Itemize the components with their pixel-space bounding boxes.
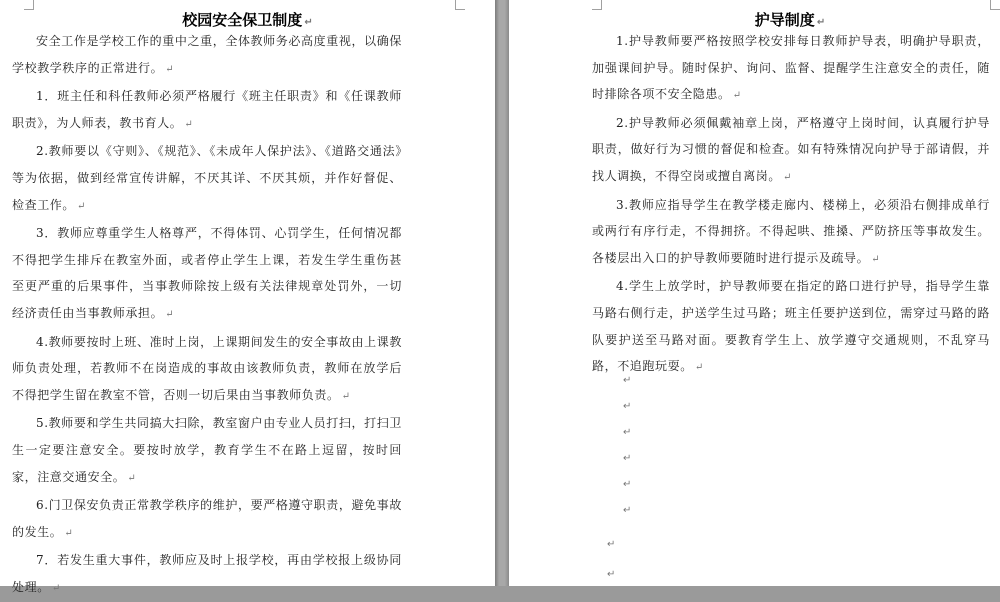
paragraph[interactable]: 4.学生上放学时，护导教师要在指定的路口进行护导，指导学生靠马路右侧行走，护送学生过马路；班主任要护送到位，需穿过马路的路队要护送至马路对面。要教育学生上、放学遵守交通规则，不乱穿马路，不追跑玩耍。 ↵ bbox=[592, 279, 990, 374]
paragraph[interactable]: 1．班主任和科任教师必须严格履行《班主任职责》和《任课教师职责》，为人师表，教书育人。 ↵ bbox=[12, 89, 402, 130]
paragraph[interactable]: 6.门卫保安负责正常教学秩序的维护，要严格遵守职责，避免事故的发生。 ↵ bbox=[12, 498, 402, 539]
document-page-left bbox=[0, 0, 495, 594]
document-page-right bbox=[509, 0, 1000, 586]
page-title[interactable]: 校园安全保卫制度 ↵ bbox=[182, 11, 313, 29]
page-title[interactable]: 护导制度 ↵ bbox=[754, 11, 826, 29]
paragraph[interactable]: 3．教师应尊重学生人格尊严，不得体罚、心罚学生，任何情况都不得把学生排斥在教室外面，或者停止学生上课，若发生学生重伤甚至更严重的后果事件，当事教师除按上级有关法律规章处罚外，一切经济责任由当事教师承担。 ↵ bbox=[12, 226, 402, 320]
paragraph[interactable]: 5.教师要和学生共同搞大扫除，教室窗户由专业人员打扫，打扫卫生一定要注意安全。要按时放学，教育学生不在路上逗留，按时回家，注意交通安全。 ↵ bbox=[12, 416, 402, 484]
document-body[interactable] bbox=[12, 28, 402, 602]
paragraph[interactable]: 1.护导教师要严格按照学校安排每日教师护导表，明确护导职责，加强课间护导。随时保护、询问、监督、提醒学生注意安全的责任，随时排除各项不安全隐患。 ↵ bbox=[592, 34, 990, 102]
empty-paragraph-mark[interactable]: ↵ bbox=[623, 427, 632, 438]
empty-paragraph-mark[interactable]: ↵ bbox=[623, 479, 632, 490]
empty-paragraph-mark[interactable]: ↵ bbox=[607, 569, 616, 580]
page-gap bbox=[495, 0, 509, 586]
paragraph[interactable]: 7．若发生重大事件，教师应及时上报学校，再由学校报上级协同处理。 ↵ bbox=[12, 553, 402, 594]
empty-paragraph-mark[interactable]: ↵ bbox=[623, 375, 632, 386]
paragraph[interactable]: 安全工作是学校工作的重中之重，全体教师务必高度重视，以确保学校教学秩序的正常进行。 ↵ bbox=[12, 34, 402, 75]
paragraph[interactable]: 2.护导教师必须佩戴袖章上岗，严格遵守上岗时间，认真履行护导职责，做好行为习惯的督促和检查。如有特殊情况向护导于部请假，并找人调换，不得空岗或擅自离岗。 ↵ bbox=[592, 115, 990, 183]
empty-paragraph-mark[interactable]: ↵ bbox=[607, 539, 616, 550]
empty-paragraph-mark[interactable]: ↵ bbox=[623, 505, 632, 516]
paragraph[interactable]: 4.教师要按时上班、准时上岗，上课期间发生的安全事故由上课教师负责处理，若教师不在岗造成的事故由该教师负责，教师在放学后不得把学生留在教室不管，否则一切后果由当事教师负责。 ↵ bbox=[12, 334, 402, 402]
paragraph[interactable]: 3.教师应指导学生在教学楼走廊内、楼梯上，必须沿右侧排成单行或两行有序行走，不得拥挤。不得起哄、推搡、严防挤压等事故发生。各楼层出入口的护导教师要随时进行提示及疏导。 ↵ bbox=[592, 197, 990, 265]
document-body[interactable] bbox=[592, 28, 990, 382]
empty-paragraph-mark[interactable]: ↵ bbox=[623, 453, 632, 464]
empty-paragraph-mark[interactable]: ↵ bbox=[623, 401, 632, 412]
paragraph[interactable]: 2.教师要以《守则》、《规范》、《未成年人保护法》、《道路交通法》等为依据，做到经常宣传讲解，不厌其详、不厌其烦，并作好督促、检查工作。 ↵ bbox=[12, 144, 402, 212]
